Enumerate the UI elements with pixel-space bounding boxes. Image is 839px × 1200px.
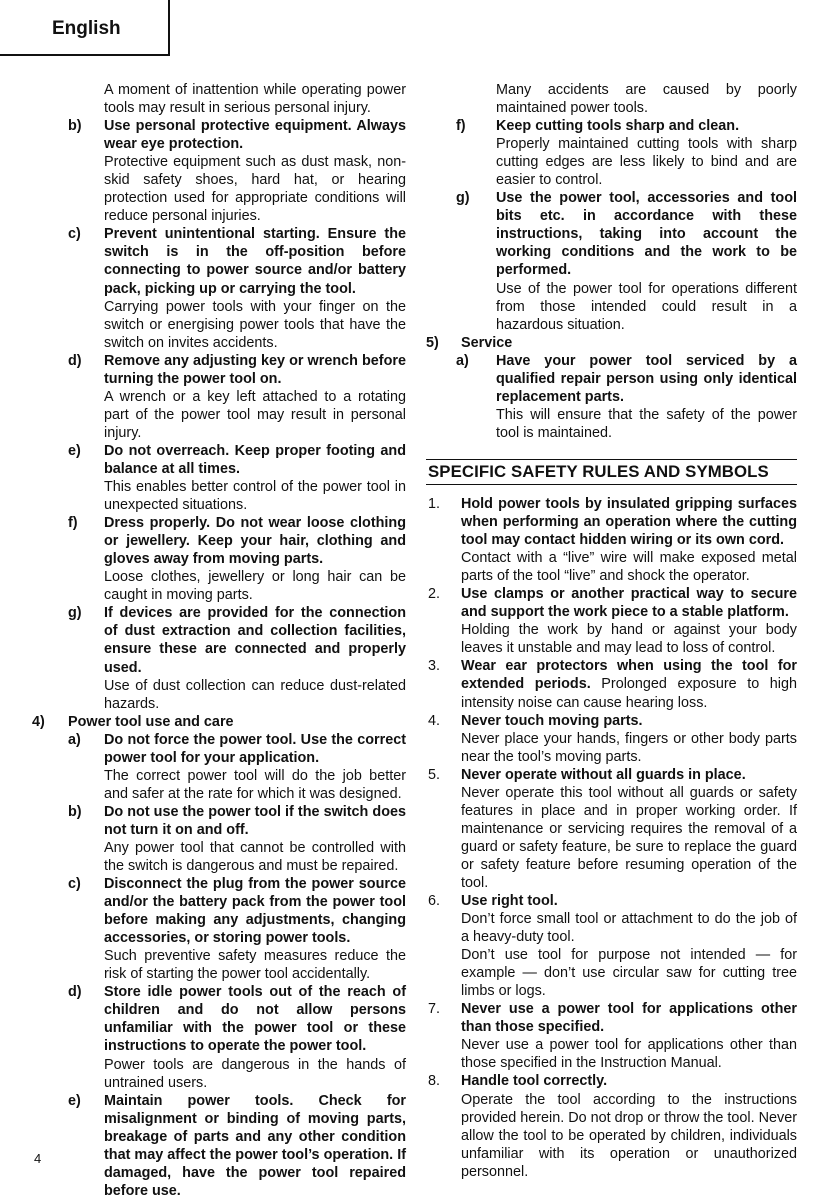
list-item (32, 731, 406, 803)
list-item (32, 514, 406, 604)
item-title: Remove any adjusting key or wrench before turning the power tool on. (104, 352, 406, 387)
rule-number: 4. (428, 712, 441, 729)
list-item (32, 117, 406, 225)
rule-number: 3. (428, 658, 441, 675)
item-body: Such preventive safety measures reduce the risk of starting the power tool accidentally. (104, 948, 406, 983)
item-label: f) (456, 118, 466, 135)
language-tab (0, 0, 170, 56)
rule-body: Don’t force small tool or attachment to do the job of a heavy-duty tool. (461, 911, 797, 946)
list-item (426, 189, 797, 333)
language-label: English (52, 18, 121, 39)
item-label: a) (68, 731, 81, 748)
item-title: Disconnect the plug from the power source and/or the battery pack from the power tool before making any adjustments, changing accessories, or storing power tools. (104, 876, 406, 947)
item-title: Maintain power tools. Check for misalignment or binding of moving parts, breakage of parts and any other condition that may affect the power tool’s operation. If damaged, have the power tool repaired before use. (104, 1092, 406, 1199)
item-body: This enables better control of the power tool in unexpected situations. (104, 479, 406, 514)
item-body: Power tools are dangerous in the hands of untrained users. (104, 1056, 406, 1091)
rule-title: Use clamps or another practical way to secure and support the work piece to a stable platform. (461, 586, 797, 621)
rule-title: Never use a power tool for applications other than those specified. (461, 1001, 797, 1036)
item-label: a) (456, 352, 469, 369)
item-label: d) (68, 984, 82, 1001)
section-title: Service (461, 334, 513, 351)
section-label: 5) (426, 334, 439, 351)
rule-title: Use right tool. (461, 893, 558, 910)
rule-title: Never operate without all guards in place. (461, 766, 746, 783)
item-label: c) (68, 876, 81, 893)
rule-body: Operate the tool according to the instructions provided herein. Do not drop or throw the tool. Never allow the tool to be operated by children, individuals unfamiliar with its operation or unauthorized personnel. (461, 1091, 797, 1180)
item-body: Properly maintained cutting tools with sharp cutting edges are less likely to bind and are easier to control. (496, 136, 797, 189)
list-item (32, 803, 406, 875)
rule-item (426, 712, 797, 766)
list-item (426, 352, 797, 442)
lead-paragraph: A moment of inattention while operating power tools may result in serious personal injury. (104, 82, 406, 117)
rule-body: Never use a power tool for applications other than those specified in the Instruction Manual. (461, 1037, 797, 1072)
item-body: This will ensure that the safety of the power tool is maintained. (496, 406, 797, 441)
item-label: g) (456, 190, 470, 207)
page-number: 4 (34, 1151, 42, 1166)
rule-body: Never operate this tool without all guards or safety features in place and in proper working order. If maintenance or servicing requires the removal of a guard or safety feature, be sure to replace the guard or safety feature before resuming operation of the tool. (461, 784, 797, 891)
rule-item (426, 766, 797, 892)
rule-item (426, 1072, 797, 1180)
rule-title: Never touch moving parts. (461, 712, 643, 729)
item-body: Use of the power tool for operations different from those intended could result in a hazardous situation. (496, 280, 797, 333)
list-item (32, 225, 406, 351)
section-label: 4) (32, 713, 45, 730)
item-title: Have your power tool serviced by a qualified repair person using only identical replacement parts. (496, 352, 797, 405)
specific-rules-heading: SPECIFIC SAFETY RULES AND SYMBOLS (426, 459, 797, 485)
item-body: The correct power tool will do the job better and safer at the rate for which it was designed. (104, 767, 406, 802)
item-body: Any power tool that cannot be controlled with the switch is dangerous and must be repaired. (104, 839, 406, 875)
item-body: Carrying power tools with your finger on the switch or energising power tools that have the switch on invites accidents. (104, 298, 406, 351)
rule-title: Wear ear protectors when using the tool for extended periods. (461, 658, 797, 693)
item-title: Do not use the power tool if the switch does not turn it on and off. (104, 803, 406, 838)
item-label: c) (68, 226, 81, 243)
item-title: Prevent unintentional starting. Ensure the switch is in the off-position before connecting to power source and/or battery pack, picking up or carrying the tool. (104, 226, 406, 297)
item-label: e) (68, 1092, 81, 1109)
item-title: Store idle power tools out of the reach of children and do not allow persons unfamiliar with the power tool or these instructions to operate the power tool. (104, 984, 406, 1055)
rule-body: Never place your hands, fingers or other body parts near the tool’s moving parts. (461, 730, 797, 765)
rule-body: Prolonged exposure to high intensity noise can cause hearing loss. (461, 676, 798, 711)
item-label: d) (68, 352, 82, 369)
list-item (32, 875, 406, 983)
list-item (32, 1092, 406, 1200)
rule-title: Hold power tools by insulated gripping surfaces when performing an operation where the cutting tool may contact hidden wiring or its own cord. (461, 495, 797, 549)
section-heading-4 (32, 713, 406, 731)
rule-item (426, 495, 797, 585)
item-title: Use personal protective equipment. Always wear eye protection. (104, 118, 406, 153)
item-label: e) (68, 442, 81, 459)
item-label: f) (68, 515, 78, 532)
list-item (32, 604, 406, 712)
item-title: Dress properly. Do not wear loose clothing or jewellery. Keep your hair, clothing and gloves away from moving parts. (104, 515, 406, 568)
list-item (32, 442, 406, 514)
rule-item (426, 892, 797, 1000)
rule-number: 8. (428, 1073, 441, 1090)
rule-item (426, 585, 797, 657)
list-item (426, 117, 797, 189)
section-title: Power tool use and care (68, 713, 234, 730)
left-column (32, 81, 406, 1200)
item-body: Protective equipment such as dust mask, non-skid safety shoes, hard hat, or hearing protection used for appropriate conditions will reduce personal injuries. (104, 154, 406, 225)
rule-item (426, 1000, 797, 1072)
rule-number: 2. (428, 586, 441, 603)
lead-paragraph: Many accidents are caused by poorly maintained power tools. (496, 82, 797, 117)
item-title: Do not overreach. Keep proper footing and balance at all times. (104, 442, 406, 477)
right-column (426, 81, 797, 1181)
item-title: Use the power tool, accessories and tool bits etc. in accordance with these instructions, taking into account the working conditions and the work to be performed. (496, 190, 797, 279)
item-label: g) (68, 605, 82, 622)
item-label: b) (68, 803, 82, 820)
rule-body-2: Don’t use tool for purpose not intended — for example — don’t use circular saw for cutting tree limbs or logs. (461, 947, 797, 1000)
rule-number: 5. (428, 766, 441, 783)
list-item (32, 352, 406, 442)
rule-number: 6. (428, 893, 441, 910)
item-body: Use of dust collection can reduce dust-related hazards. (104, 677, 406, 712)
rule-title: Handle tool correctly. (461, 1073, 608, 1090)
rule-number: 7. (428, 1001, 441, 1018)
item-title: If devices are provided for the connection of dust extraction and collection facilities, ensure these are connected and properly used. (104, 605, 406, 676)
item-body: Loose clothes, jewellery or long hair can be caught in moving parts. (104, 569, 406, 604)
item-title: Do not force the power tool. Use the correct power tool for your application. (104, 731, 406, 766)
section-heading-5 (426, 334, 797, 352)
rule-number: 1. (428, 495, 441, 512)
item-label: b) (68, 118, 82, 135)
rule-body: Contact with a “live” wire will make exposed metal parts of the tool “live” and shock the operator. (461, 550, 797, 585)
rule-body: Holding the work by hand or against your body leaves it unstable and may lead to loss of control. (461, 622, 797, 657)
list-item (32, 983, 406, 1091)
item-title: Keep cutting tools sharp and clean. (496, 118, 740, 135)
item-body: A wrench or a key left attached to a rotating part of the power tool may result in personal injury. (104, 388, 406, 441)
rule-item (426, 657, 797, 711)
